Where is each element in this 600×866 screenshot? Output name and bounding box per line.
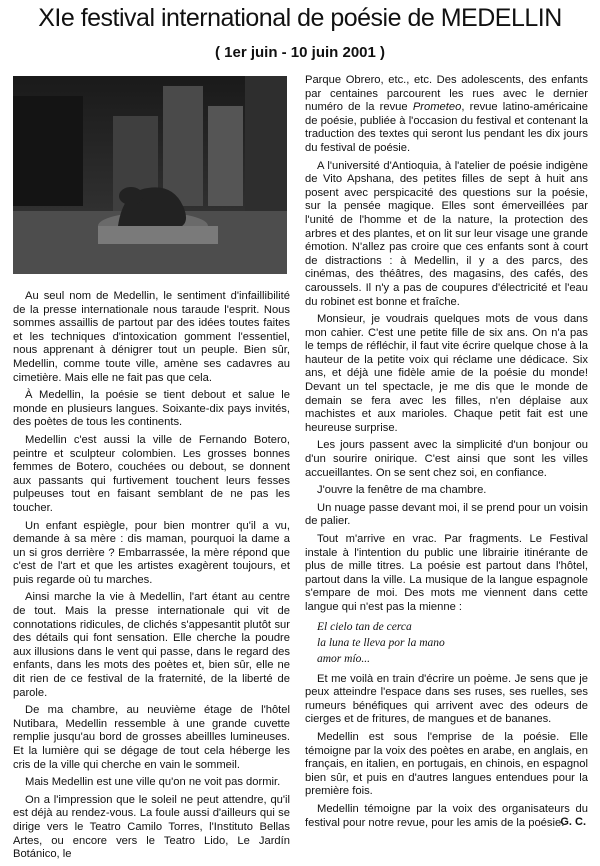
paragraph: J'ouvre la fenêtre de ma chambre.	[317, 484, 487, 497]
poem-line: amor mío...	[317, 652, 371, 665]
paragraph: De ma chambre, au neuvième étage de l'hôtel Nutibara, Medellin ressemble à une grande cuvette remplie jusqu'au bord de grosses abeillles lumineuses. Et la lumière qui se dégage de tout cela héberge les cris de la ville qui cherche en vain le sommeil.	[13, 704, 290, 771]
paragraph-text: , revue latino-américaine de poésie, publiée à l'occasion du festival et contenant la traduction des textes qui seront lus pendant les dix jours du festival de poésie.	[305, 101, 588, 154]
sculpture-photo-icon	[13, 76, 287, 274]
paragraph: Ainsi marche la vie à Medellin, l'art étant au centre de tout. Mais la presse internationale qui vit de connotations ridicules, de clichés s'appesantit plutôt sur des détails qui font sensation. Elle cherche la poudre aux illusions dans le vent qui passe, dans le regard des enfants, dans les mots des poètes et, bien sûr, elle ne dit rien de ce festival de la fraternité, de la liberté de parole.	[13, 591, 290, 699]
paragraph: On a l'impression que le soleil ne peut attendre, qu'il est déjà au rendez-vous. La foule aussi d'ailleurs qui se dirige vers le Teatro Camilo Torres, l'Instituto Bellas Artes, ou encore vers le Teatro Lido, Le Jardín Botánico, le	[13, 793, 290, 861]
paragraph-text: Parque Obrero, etc., etc. Des adolescents, des enfants par centaines parcourent les rues avec le dernier numéro de la revue	[305, 74, 588, 114]
paragraph: À Medellin, la poésie se tient debout et salue le monde en plusieurs langues. Soixante-dix pays invités, des poètes de tous les continents.	[13, 389, 290, 429]
poem-line: El cielo tan de cerca	[317, 620, 412, 633]
article-title: XIe festival international de poésie de MEDELLIN	[38, 4, 562, 32]
paragraph: Un nuage passe devant moi, il se prend pour un voisin de palier.	[305, 501, 588, 528]
festival-dates: ( 1er juin - 10 juin 2001 )	[214, 44, 386, 61]
author-signature: G. C.	[560, 816, 586, 828]
paragraph: Medellin témoigne par la voix des organisateurs du festival pour notre revue, pour les amis de la poésie.	[305, 802, 588, 829]
magazine-name: Prometeo	[412, 101, 462, 114]
paragraph: Monsieur, je voudrais quelques mots de vous dans mon cahier. C'est une petite fille de six ans. On n'a pas le temps de réfléchir, il faut vite écrire quelque chose à la hauteur de la petite voix qui réclame une dédicace. Six ans, et déjà une fidèle amie de la poésie du monde! Devant un tel spectacle, je me dis que le monde de demain se fera avec les filles, n'en déplaise aux machistes et aux marioles. Chaque petit fait est une heureuse surprise.	[305, 313, 588, 434]
poem-line: la luna te lleva por la mano	[317, 636, 445, 649]
sculpture-photo	[13, 76, 287, 274]
paragraph: Les jours passent avec la simplicité d'un bonjour ou d'un sourire onirique. C'est ainsi que sont les villes accueillantes. On se sent chez soi, en confiance.	[305, 439, 588, 479]
spanish-poem	[317, 619, 588, 667]
paragraph: Medellin c'est aussi la ville de Fernando Botero, peintre et sculpteur colombien. Les grosses bonnes femmes de Botero, couchées ou debout, se donnent aux passants qui furtivement touchent leurs fesses pulpeuses tout en faisant semblant de ne pas les toucher.	[13, 433, 290, 514]
paragraph: A l'université d'Antioquia, à l'atelier de poésie indigène de Vito Apshana, des petites filles de sept à huit ans posent avec perspicacité des questions sur la poésie, sur la pensée magique. Elles sont émerveillées par l'unité de l'homme et de la nature, la protection des arbres et des plantes, et on lit sur leur visage une grande émotion. N'allez pas croire que ces enfants sont à court de distractions : à Medellin, il y a des parcs, des cinémas, des théâtres, des magasins, des cafés, des caroussels. Il n'y a pas de coupures d'électricité et l'eau du robinet est bonne et fraîche.	[305, 159, 588, 308]
paragraph: Tout m'arrive en vrac. Par fragments. Le Festival instale à l'intention du public une librairie itinérante de plus de mille titres. La poésie est partout dans l'hôtel, partout dans la ville. La musique de la langue espagnole s'empare de moi. Des mots me viennent dans cette langue qui n'est pas la mienne :	[305, 533, 588, 613]
paragraph: Et me voilà en train d'écrire un poème. Je sens que je peux atteindre l'espace dans ses ruses, ses ruelles, ses rumeurs bénéfiques qui arrivent avec des odeurs de cierges et de fritures, de mangues et de bananes.	[305, 672, 588, 726]
paragraph: Un enfant espiègle, pour bien montrer qu'il a vu, demande à sa mère : dis maman, pourquoi la dame a un si gros derrière ? Embarrassée, la mère répond que c'est de l'art et que les artistes exagèrent toujours, et puis regarde où tu marches.	[13, 519, 290, 586]
continued-paragraph	[305, 74, 588, 156]
paragraph: Mais Medellin est une ville qu'on ne voit pas dormir.	[25, 776, 281, 789]
left-column	[13, 290, 290, 866]
paragraph: Au seul nom de Medellin, le sentiment d'infaillibilité de la presse internationale nous taraude l'esprit. Nous sommes assaillis de partout par des idées toutes faites et les techniques d'intoxication gomment l'essentiel, nous apprenant à dénigrer tout un peuple. Bien sûr, Medellin, comme toute ville, amène ses cadavres au cimetière. Mais elle ne fait pas que cela.	[13, 290, 290, 384]
paragraph: Medellin est sous l'emprise de la poésie. Elle témoigne par la voix des poètes en arabe, en anglais, en français, en italien, en portugais, en chinois, en espagnol bien sûr, et puis en d'autres langues entendues pour la première fois.	[305, 730, 588, 798]
right-column	[305, 74, 588, 834]
